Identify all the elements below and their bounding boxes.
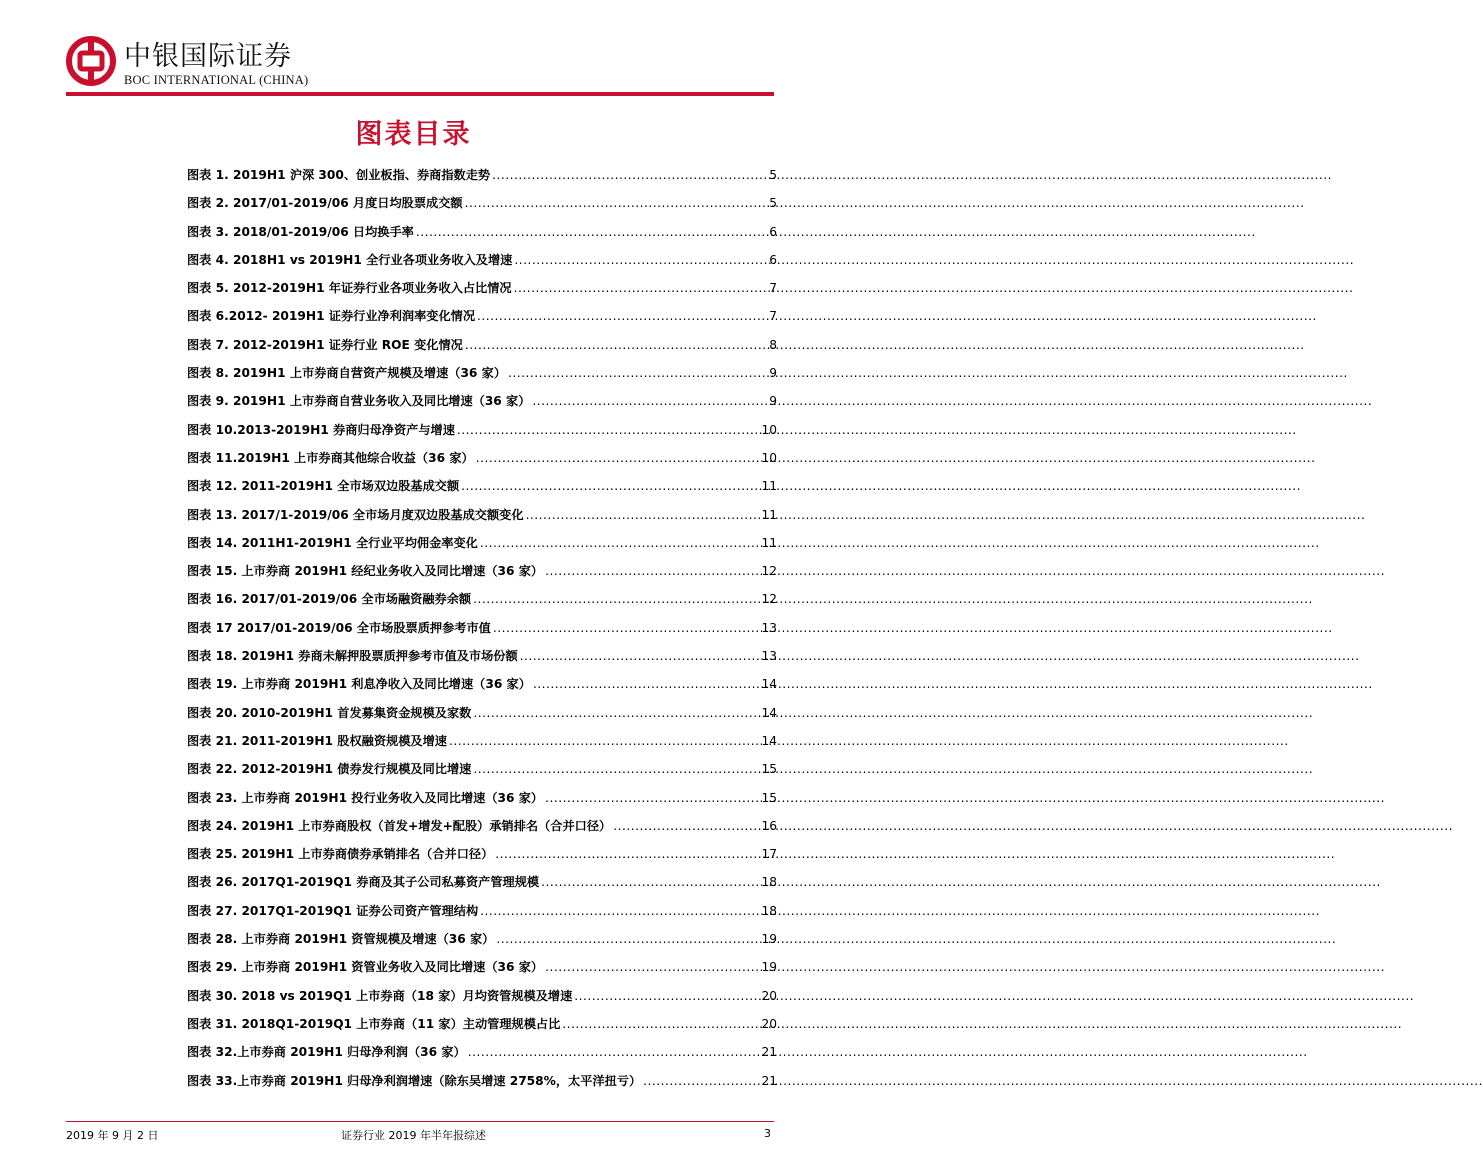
toc-entry[interactable]: [187, 279, 777, 307]
toc-entry-label: 图表 32.上市券商 2019H1 归母净利润（36 家）: [187, 1045, 466, 1060]
toc-entry-page: 15: [761, 790, 777, 805]
toc-entry-page: 21: [761, 1073, 777, 1088]
toc-entry-page: 5: [769, 196, 777, 211]
toc-entry[interactable]: [187, 1043, 777, 1071]
footer-date: 2019 年 9 月 2 日: [66, 1129, 159, 1142]
toc-entry[interactable]: [187, 166, 777, 194]
toc-entry-label: 图表 30. 2018 vs 2019Q1 上市券商（18 家）月均资管规模及增速: [187, 988, 573, 1003]
toc-entry-page: 10: [761, 450, 777, 465]
toc-entry-label: 图表 21. 2011-2019H1 股权融资规模及增速: [187, 733, 447, 748]
toc-entry[interactable]: [187, 958, 777, 986]
toc-entry-label: 图表 10.2013-2019H1 券商归母净资产与增速: [187, 422, 455, 437]
toc-entry[interactable]: [187, 987, 777, 1015]
toc-entry-label: 图表 13. 2017/1-2019/06 全市场月度双边股基成交额变化: [187, 507, 524, 522]
toc-entry-page: 9: [769, 394, 777, 409]
toc-entry[interactable]: [187, 1072, 777, 1100]
toc-entry-label: 图表 23. 上市券商 2019H1 投行业务收入及同比增速（36 家）: [187, 790, 544, 805]
toc-entry[interactable]: [187, 307, 777, 335]
toc-entry[interactable]: [187, 845, 777, 873]
toc-dot-leader: [416, 225, 767, 239]
toc-entry-label: 图表 5. 2012-2019H1 年证券行业各项业务收入占比情况: [187, 281, 512, 296]
toc-entry-page: 17: [761, 847, 777, 862]
toc-entry[interactable]: [187, 704, 777, 732]
page-title: 图表目录: [355, 119, 472, 150]
toc-entry[interactable]: [187, 619, 777, 647]
toc-dot-leader: [574, 989, 759, 1003]
toc-entry-label: 图表 25. 2019H1 上市券商债券承销排名（合并口径）: [187, 847, 494, 862]
toc-entry-label: 图表 18. 2019H1 券商未解押股票质押参考市值及市场份额: [187, 649, 518, 664]
toc-dot-leader: [473, 762, 759, 776]
toc-entry[interactable]: [187, 675, 777, 703]
toc-entry-label: 图表 7. 2012-2019H1 证券行业 ROE 变化情况: [187, 337, 463, 352]
toc-entry-page: 12: [761, 592, 777, 607]
toc-entry-page: 14: [761, 733, 777, 748]
toc-entry[interactable]: [187, 1015, 777, 1043]
toc-dot-leader: [480, 904, 759, 918]
toc-entry-page: 19: [761, 932, 777, 947]
toc-entry-page: 9: [769, 366, 777, 381]
toc-dot-leader: [480, 536, 760, 550]
toc-entry[interactable]: [187, 873, 777, 901]
toc-entry[interactable]: [187, 562, 777, 590]
toc-entry[interactable]: [187, 506, 777, 534]
toc-entry-page: 7: [769, 309, 777, 324]
toc-dot-leader: [457, 423, 760, 437]
toc-entry-label: 图表 28. 上市券商 2019H1 资管规模及增速（36 家）: [187, 932, 495, 947]
toc-dot-leader: [492, 168, 767, 182]
footer-page-number: 3: [764, 1127, 771, 1140]
toc-entry[interactable]: [187, 647, 777, 675]
toc-entry-page: 8: [769, 337, 777, 352]
toc-entry-label: 图表 33.上市券商 2019H1 归母净利润增速（除东吴增速 2758%，太平洋扭亏）: [187, 1073, 642, 1088]
toc-entry[interactable]: [187, 902, 777, 930]
toc-entry-label: 图表 22. 2012-2019H1 债券发行规模及同比增速: [187, 762, 472, 777]
toc-dot-leader: [545, 564, 759, 578]
brand-name-cn: 中银国际证券: [124, 41, 292, 72]
toc-dot-leader: [461, 479, 759, 493]
toc-entry[interactable]: [187, 251, 777, 279]
toc-dot-leader: [476, 451, 760, 465]
toc-entry-page: 11: [761, 479, 777, 494]
toc-entry[interactable]: [187, 392, 777, 420]
toc-entry[interactable]: [187, 421, 777, 449]
toc-entry-label: 图表 1. 2019H1 沪深 300、创业板指、券商指数走势: [187, 168, 491, 182]
toc-dot-leader: [473, 592, 759, 606]
toc-dot-leader: [495, 847, 759, 861]
toc-entry[interactable]: [187, 817, 777, 845]
toc-entry-page: 12: [761, 564, 777, 579]
toc-dot-leader: [496, 932, 759, 946]
toc-entry-page: 14: [761, 677, 777, 692]
toc-entry-label: 图表 14. 2011H1-2019H1 全行业平均佣金率变化: [187, 535, 478, 550]
header-divider: [66, 92, 774, 96]
toc-entry-label: 图表 8. 2019H1 上市券商自营资产规模及增速（36 家）: [187, 366, 507, 381]
toc-entry[interactable]: [187, 223, 777, 251]
toc-entry[interactable]: [187, 590, 777, 618]
toc-entry-page: 11: [761, 535, 777, 550]
toc-entry[interactable]: [187, 534, 777, 562]
toc-entry[interactable]: [187, 194, 777, 222]
toc-entry-page: 16: [761, 818, 777, 833]
toc-entry-label: 图表 15. 上市券商 2019H1 经纪业务收入及同比增速（36 家）: [187, 564, 544, 579]
toc-entry-page: 15: [761, 762, 777, 777]
toc-entry-label: 图表 31. 2018Q1-2019Q1 上市券商（11 家）主动管理规模占比: [187, 1016, 561, 1031]
toc-entry-label: 图表 24. 2019H1 上市券商股权（首发+增发+配股）承销排名（合并口径）: [187, 818, 612, 833]
toc-dot-leader: [533, 677, 760, 691]
toc-entry-page: 7: [769, 281, 777, 296]
toc-entry-page: 6: [769, 224, 777, 239]
toc-dot-leader: [468, 1045, 760, 1059]
toc-dot-leader: [613, 819, 759, 833]
toc-dot-leader: [562, 1017, 759, 1031]
toc-entry[interactable]: [187, 364, 777, 392]
toc-dot-leader: [526, 508, 760, 522]
toc-dot-leader: [473, 706, 759, 720]
toc-entry[interactable]: [187, 336, 777, 364]
toc-entry-page: 5: [769, 168, 777, 182]
toc-entry-label: 图表 27. 2017Q1-2019Q1 证券公司资产管理结构: [187, 903, 479, 918]
toc-entry-label: 图表 12. 2011-2019H1 全市场双边股基成交额: [187, 479, 460, 494]
toc-entry-label: 图表 9. 2019H1 上市券商自营业务收入及同比增速（36 家）: [187, 394, 531, 409]
toc-entry-label: 图表 4. 2018H1 vs 2019H1 全行业各项业务收入及增速: [187, 252, 513, 267]
toc-entry-label: 图表 17 2017/01-2019/06 全市场股票质押参考市值: [187, 620, 491, 635]
toc-dot-leader: [514, 253, 767, 267]
toc-dot-leader: [477, 309, 767, 323]
toc-dot-leader: [541, 875, 759, 889]
toc-entry-page: 6: [769, 252, 777, 267]
page-header: [0, 0, 827, 100]
toc-entry-page: 20: [761, 1016, 777, 1031]
toc-entry-label: 图表 19. 上市券商 2019H1 利息净收入及同比增速（36 家）: [187, 677, 531, 692]
toc-entry[interactable]: [187, 477, 777, 505]
boc-logo-icon: [66, 36, 116, 86]
toc-dot-leader: [520, 649, 760, 663]
toc-dot-leader: [643, 1074, 759, 1088]
toc-entry-page: 19: [761, 960, 777, 975]
toc-entry-page: 20: [761, 988, 777, 1003]
toc-entry-label: 图表 16. 2017/01-2019/06 全市场融资融券余额: [187, 592, 472, 607]
toc-dot-leader: [545, 791, 759, 805]
brand-name-en: BOC INTERNATIONAL (CHINA): [124, 73, 309, 87]
toc-dot-leader: [449, 734, 760, 748]
toc-entry-label: 图表 29. 上市券商 2019H1 资管业务收入及同比增速（36 家）: [187, 960, 544, 975]
toc-entry[interactable]: [187, 930, 777, 958]
toc-entry-page: 14: [761, 705, 777, 720]
footer-divider: [66, 1121, 774, 1122]
toc-dot-leader: [545, 960, 759, 974]
toc-entry-page: 18: [761, 875, 777, 890]
toc-entry-label: 图表 3. 2018/01-2019/06 日均换手率: [187, 224, 414, 239]
toc-entry-label: 图表 20. 2010-2019H1 首发募集资金规模及家数: [187, 705, 472, 720]
toc-dot-leader: [532, 394, 767, 408]
toc-entry-label: 图表 6.2012- 2019H1 证券行业净利润率变化情况: [187, 309, 476, 324]
toc-entry[interactable]: [187, 760, 777, 788]
toc-dot-leader: [514, 281, 768, 295]
toc-entry-page: 18: [761, 903, 777, 918]
toc-entry[interactable]: [187, 732, 777, 760]
toc-dot-leader: [508, 366, 767, 380]
toc-entry[interactable]: [187, 789, 777, 817]
table-of-figures: [187, 166, 777, 1100]
toc-entry-page: 11: [761, 507, 777, 522]
toc-entry-label: 图表 2. 2017/01-2019/06 月度日均股票成交额: [187, 196, 463, 211]
toc-entry-page: 10: [761, 422, 777, 437]
toc-dot-leader: [465, 338, 767, 352]
toc-entry[interactable]: [187, 449, 777, 477]
toc-entry-page: 13: [761, 649, 777, 664]
footer-doc-title: 证券行业 2019 年半年报综述: [341, 1129, 486, 1142]
toc-entry-page: 13: [761, 620, 777, 635]
toc-entry-page: 21: [761, 1045, 777, 1060]
toc-entry-label: 图表 26. 2017Q1-2019Q1 券商及其子公司私募资产管理规模: [187, 875, 540, 890]
toc-entry-label: 图表 11.2019H1 上市券商其他综合收益（36 家）: [187, 450, 474, 465]
toc-dot-leader: [465, 196, 768, 210]
toc-dot-leader: [493, 621, 760, 635]
